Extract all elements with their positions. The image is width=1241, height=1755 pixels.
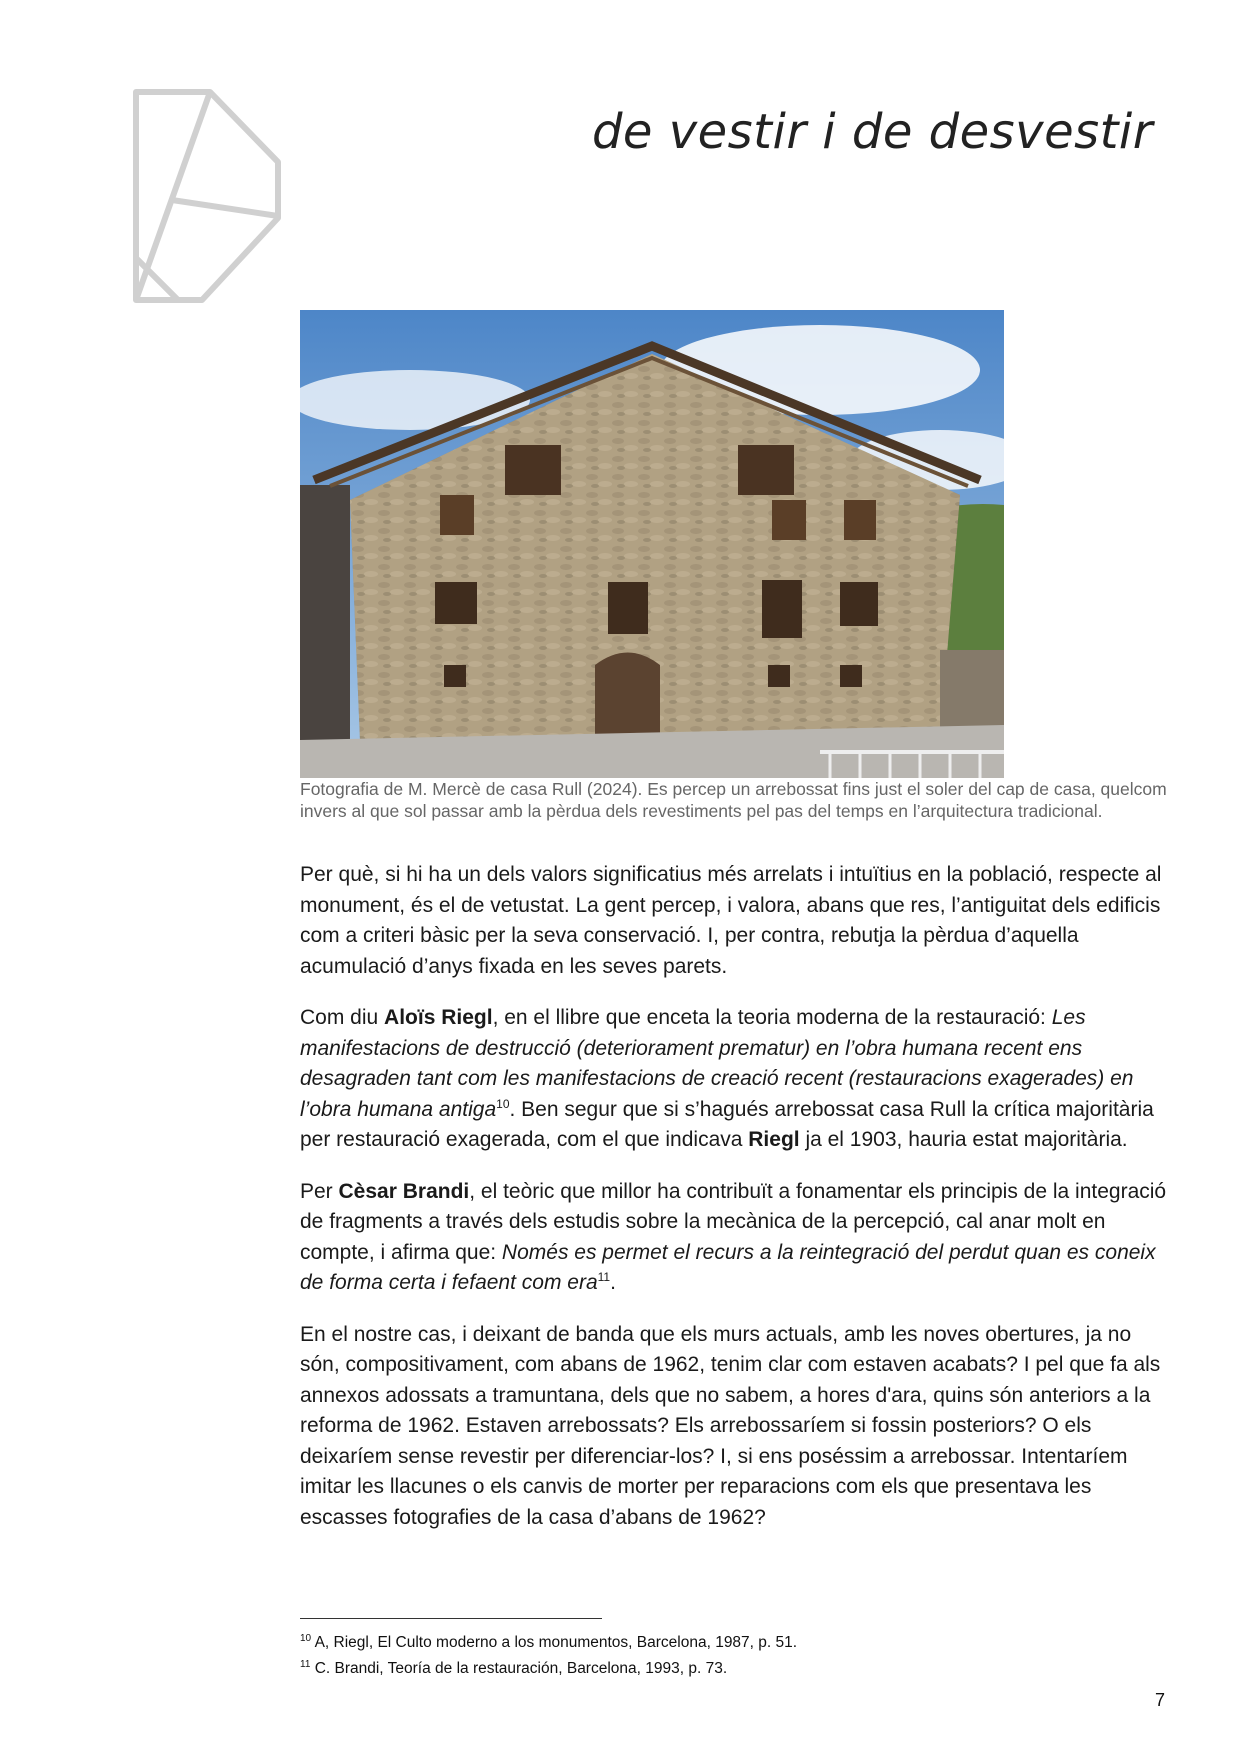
footnote-10: $^{10}$ A, Riegl, El Culto moderno a los monumentos, Barcelona, 1987, p. 51. <box>300 1633 798 1652</box>
footnotes <box>300 1628 1170 1680</box>
house-photo <box>300 310 1004 778</box>
riegl-quote: Les manifestacions de destrucció (deteriorament prematur) en l’obra humana recent ens desagraden tant com les manifestacions de creació recent (restauracions exagerades) en l’obra humana antiga <box>300 1006 1134 1121</box>
footnote-ref-11: 11 <box>597 1270 611 1284</box>
page-number: 7 <box>1154 1690 1165 1710</box>
paragraph-3: Per Cèsar Brandi, el teòric que millor ha contribuït a fonamentar els principis de la integració de fragments a través dels estudis sobre la mecànica de la percepció, cal anar molt en compte, i afirma que: Només es permet el recurs a la reintegració del perdut quan es coneix de forma certa i fefaent com era$^{11}$. <box>300 1179 1167 1294</box>
footnote-divider <box>300 1618 602 1619</box>
paragraph-2: Com diu Aloïs Riegl, en el llibre que enceta la teoria moderna de la restauració: Les manifestacions de destrucció (deteriorament prematur) en l’obra humana recent ens desagraden tant com les manifestacions de creació recent (restauracions exagerades) en l’obra humana antiga$^{10}$. Ben segur que si s’hagués arrebossat casa Rull la crítica majoritària per restauració exagerada, com el que indicava Riegl ja el 1903, hauria estat majoritària. <box>300 1006 1154 1151</box>
logo-icon <box>132 88 282 304</box>
footnote-ref-10: 10 <box>496 1096 510 1111</box>
body-text <box>300 860 1170 1554</box>
paragraph-1: Per què, si hi ha un dels valors significatius més arrelats i intuïtius en la població, respecte al monument, és el de vetustat. La gent percep, i valora, abans que res, l’antiguitat dels edificis com a criteri bàsic per la seva conservació. I, per contra, rebutja la pèrdua d’aquella acumulació d’anys fixada en les seves parets. <box>300 863 1162 978</box>
footnote-11: $^{11}$ C. Brandi, Teoría de la restauración, Barcelona, 1993, p. 73. <box>300 1659 728 1678</box>
brandi-quote: Només es permet el recurs a la reintegració del perdut quan es coneix de forma certa i fefaent com era <box>300 1240 1156 1294</box>
author-brandi: Cèsar Brandi <box>338 1179 470 1203</box>
page-title: de vestir i de desvestir <box>591 104 1153 160</box>
paragraph-4: En el nostre cas, i deixant de banda que els murs actuals, amb les noves obertures, ja no són, compositivament, com abans de 1962, tenim clar com estaven acabats? I pel que fa als annexos adossats a tramuntana, dels que no sabem, a hores d'ara, quins són anteriors a la reforma de 1962. Estaven arrebossats? Els arrebossaríem si fossin posteriors? O els deixaríem sense revestir per diferenciar-los? I, si ens poséssim a arrebossar. Intentaríem imitar les llacunes o els canvis de morter per reparacions com els que presentava les escasses fotografies de la casa d’abans de 1962? <box>300 1322 1161 1529</box>
photo-caption: Fotografia de M. Mercè de casa Rull (2024). Es percep un arrebossat fins just el soler del cap de casa, quelcom invers al que sol passar amb la pèrdua dels revestiments pel pas del temps en l’arquitectura tradicional. <box>300 779 1167 821</box>
author-riegl: Aloïs Riegl <box>384 1006 493 1029</box>
author-riegl-2: Riegl <box>748 1128 800 1151</box>
